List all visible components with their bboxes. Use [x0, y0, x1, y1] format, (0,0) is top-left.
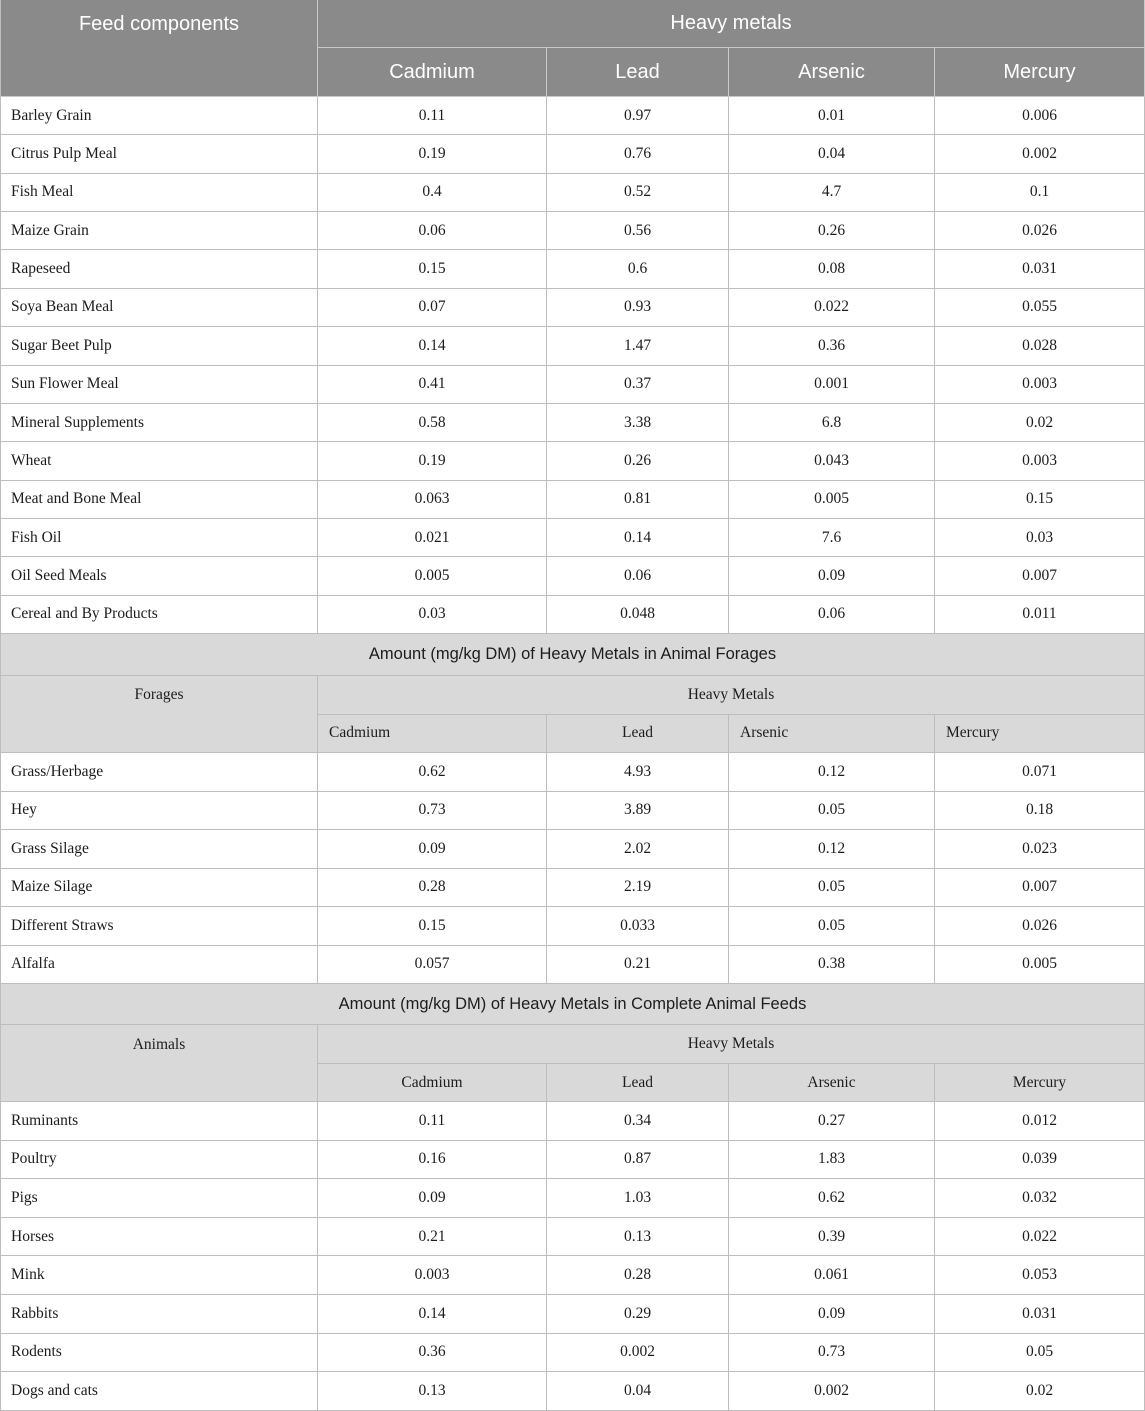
animal-name: Pigs [1, 1179, 318, 1218]
table-row [1, 1372, 1145, 1411]
feed-component-name: Rapeseed [1, 250, 318, 288]
arsenic-value: 0.39 [729, 1218, 935, 1257]
arsenic-value: 0.26 [729, 212, 935, 250]
lead-value: 0.52 [547, 174, 729, 212]
feed-component-name: Citrus Pulp Meal [1, 135, 318, 173]
complete-feeds-heavy-metals-group [318, 1025, 1145, 1102]
arsenic-value: 0.27 [729, 1102, 935, 1141]
arsenic-value: 0.002 [729, 1372, 935, 1411]
lead-value: 0.21 [547, 946, 729, 985]
lead-value: 0.28 [547, 1256, 729, 1295]
cadmium-value: 0.14 [318, 327, 547, 365]
lead-value: 0.002 [547, 1334, 729, 1373]
forages-header-cadmium: Cadmium [318, 715, 547, 754]
animal-name: Horses [1, 1218, 318, 1257]
animal-name: Dogs and cats [1, 1372, 318, 1411]
table-row [1, 174, 1145, 212]
lead-value: 3.38 [547, 404, 729, 442]
lead-value: 4.93 [547, 753, 729, 792]
arsenic-value: 0.05 [729, 792, 935, 831]
mercury-value: 0.032 [935, 1179, 1145, 1218]
forages-header-mercury: Mercury [935, 715, 1145, 754]
cadmium-value: 0.03 [318, 596, 547, 634]
table-row [1, 212, 1145, 250]
mercury-value: 0.006 [935, 97, 1145, 135]
table-row [1, 792, 1145, 831]
lead-value: 2.19 [547, 869, 729, 908]
header-animals-label: Animals [132, 1035, 186, 1053]
arsenic-value: 1.83 [729, 1141, 935, 1180]
cadmium-value: 0.11 [318, 97, 547, 135]
feed-component-name: Cereal and By Products [1, 596, 318, 634]
arsenic-value: 0.36 [729, 327, 935, 365]
feed-component-name: Wheat [1, 442, 318, 480]
forage-name: Maize Silage [1, 869, 318, 908]
arsenic-value: 0.04 [729, 135, 935, 173]
table-row [1, 596, 1145, 634]
complete-feeds-header-heavy-metals: Heavy Metals [318, 1025, 1145, 1064]
table-row [1, 907, 1145, 946]
forages-header-lead: Lead [547, 715, 729, 754]
table-row [1, 1102, 1145, 1141]
lead-value: 1.47 [547, 327, 729, 365]
mercury-value: 0.071 [935, 753, 1145, 792]
animal-name: Mink [1, 1256, 318, 1295]
table-row [1, 1295, 1145, 1334]
header-lead: Lead [547, 48, 729, 97]
mercury-value: 0.031 [935, 1295, 1145, 1334]
lead-value: 0.87 [547, 1141, 729, 1180]
table-header [1, 0, 1145, 97]
table-row [1, 404, 1145, 442]
cadmium-value: 0.021 [318, 519, 547, 557]
mercury-value: 0.012 [935, 1102, 1145, 1141]
cadmium-value: 0.14 [318, 1295, 547, 1334]
arsenic-value: 0.38 [729, 946, 935, 985]
table-row [1, 869, 1145, 908]
mercury-value: 0.03 [935, 519, 1145, 557]
feed-component-name: Fish Oil [1, 519, 318, 557]
header-forages-label: Forages [134, 686, 184, 704]
arsenic-value: 0.01 [729, 97, 935, 135]
cadmium-value: 0.28 [318, 869, 547, 908]
forages-header-column-row [318, 715, 1145, 754]
forage-name: Grass Silage [1, 830, 318, 869]
forages-header-arsenic: Arsenic [729, 715, 935, 754]
mercury-value: 0.023 [935, 830, 1145, 869]
cadmium-value: 0.16 [318, 1141, 547, 1180]
mercury-value: 0.053 [935, 1256, 1145, 1295]
lead-value: 0.81 [547, 481, 729, 519]
arsenic-value: 0.001 [729, 366, 935, 404]
cadmium-value: 0.09 [318, 1179, 547, 1218]
complete-feeds-header [1, 1025, 1145, 1102]
cadmium-value: 0.15 [318, 250, 547, 288]
header-cadmium: Cadmium [318, 48, 547, 97]
forage-name: Different Straws [1, 907, 318, 946]
animal-name: Rodents [1, 1334, 318, 1373]
lead-value: 0.14 [547, 519, 729, 557]
lead-value: 0.048 [547, 596, 729, 634]
feed-component-name: Meat and Bone Meal [1, 481, 318, 519]
table-row [1, 1179, 1145, 1218]
arsenic-value: 6.8 [729, 404, 935, 442]
feed-component-name: Maize Grain [1, 212, 318, 250]
header-arsenic: Arsenic [729, 48, 935, 97]
lead-value: 0.34 [547, 1102, 729, 1141]
cadmium-value: 0.58 [318, 404, 547, 442]
lead-value: 0.37 [547, 366, 729, 404]
lead-value: 0.97 [547, 97, 729, 135]
mercury-value: 0.003 [935, 366, 1145, 404]
lead-value: 0.93 [547, 289, 729, 327]
cadmium-value: 0.005 [318, 557, 547, 595]
table-row [1, 1141, 1145, 1180]
mercury-value: 0.002 [935, 135, 1145, 173]
lead-value: 2.02 [547, 830, 729, 869]
animal-name: Rabbits [1, 1295, 318, 1334]
mercury-value: 0.003 [935, 442, 1145, 480]
table-row [1, 519, 1145, 557]
cadmium-value: 0.09 [318, 830, 547, 869]
mercury-value: 0.028 [935, 327, 1145, 365]
mercury-value: 0.15 [935, 481, 1145, 519]
forages-header [1, 676, 1145, 753]
arsenic-value: 0.043 [729, 442, 935, 480]
mercury-value: 0.026 [935, 212, 1145, 250]
cadmium-value: 0.4 [318, 174, 547, 212]
forages-heavy-metals-group [318, 676, 1145, 753]
arsenic-value: 0.022 [729, 289, 935, 327]
table-row [1, 481, 1145, 519]
lead-value: 0.04 [547, 1372, 729, 1411]
feed-component-name: Mineral Supplements [1, 404, 318, 442]
cadmium-value: 0.73 [318, 792, 547, 831]
table-row [1, 946, 1145, 985]
cadmium-value: 0.11 [318, 1102, 547, 1141]
mercury-value: 0.1 [935, 174, 1145, 212]
table-row [1, 1334, 1145, 1373]
complete-feeds-header-lead: Lead [547, 1064, 729, 1102]
cadmium-value: 0.07 [318, 289, 547, 327]
mercury-value: 0.18 [935, 792, 1145, 831]
mercury-value: 0.039 [935, 1141, 1145, 1180]
header-feed-components-label: Feed components [78, 12, 240, 35]
table-row [1, 97, 1145, 135]
complete-feeds-header-mercury: Mercury [935, 1064, 1145, 1102]
mercury-value: 0.02 [935, 404, 1145, 442]
feed-component-name: Fish Meal [1, 174, 318, 212]
complete-feeds-section-title: Amount (mg/kg DM) of Heavy Metals in Complete Animal Feeds [1, 984, 1145, 1025]
cadmium-value: 0.62 [318, 753, 547, 792]
arsenic-value: 0.09 [729, 557, 935, 595]
table-row [1, 753, 1145, 792]
arsenic-value: 0.09 [729, 1295, 935, 1334]
table-row [1, 557, 1145, 595]
arsenic-value: 0.12 [729, 830, 935, 869]
lead-value: 0.033 [547, 907, 729, 946]
mercury-value: 0.055 [935, 289, 1145, 327]
cadmium-value: 0.36 [318, 1334, 547, 1373]
arsenic-value: 0.005 [729, 481, 935, 519]
cadmium-value: 0.057 [318, 946, 547, 985]
lead-value: 0.06 [547, 557, 729, 595]
arsenic-value: 0.08 [729, 250, 935, 288]
header-heavy-metals-group [318, 0, 1145, 97]
cadmium-value: 0.003 [318, 1256, 547, 1295]
complete-feeds-header-cadmium: Cadmium [318, 1064, 547, 1102]
table-row [1, 327, 1145, 365]
mercury-value: 0.05 [935, 1334, 1145, 1373]
cadmium-value: 0.13 [318, 1372, 547, 1411]
lead-value: 0.26 [547, 442, 729, 480]
cadmium-value: 0.19 [318, 442, 547, 480]
forage-name: Grass/Herbage [1, 753, 318, 792]
mercury-value: 0.022 [935, 1218, 1145, 1257]
feed-component-name: Sun Flower Meal [1, 366, 318, 404]
header-animals [1, 1025, 318, 1102]
table-row [1, 289, 1145, 327]
lead-value: 1.03 [547, 1179, 729, 1218]
feed-component-name: Sugar Beet Pulp [1, 327, 318, 365]
lead-value: 0.13 [547, 1218, 729, 1257]
arsenic-value: 7.6 [729, 519, 935, 557]
cadmium-value: 0.41 [318, 366, 547, 404]
arsenic-value: 0.05 [729, 907, 935, 946]
table-row [1, 250, 1145, 288]
header-heavy-metals: Heavy metals [318, 0, 1145, 48]
header-feed-components [1, 0, 318, 97]
complete-feeds-header-arsenic: Arsenic [729, 1064, 935, 1102]
table-row [1, 442, 1145, 480]
forages-section-title: Amount (mg/kg DM) of Heavy Metals in Animal Forages [1, 634, 1145, 676]
cadmium-value: 0.06 [318, 212, 547, 250]
arsenic-value: 4.7 [729, 174, 935, 212]
table-row [1, 1218, 1145, 1257]
lead-value: 3.89 [547, 792, 729, 831]
table-row [1, 366, 1145, 404]
table-row [1, 135, 1145, 173]
complete-feeds-header-column-row [318, 1064, 1145, 1102]
header-mercury: Mercury [935, 48, 1145, 97]
lead-value: 0.76 [547, 135, 729, 173]
arsenic-value: 0.73 [729, 1334, 935, 1373]
mercury-value: 0.007 [935, 557, 1145, 595]
lead-value: 0.56 [547, 212, 729, 250]
feed-component-name: Oil Seed Meals [1, 557, 318, 595]
forage-name: Alfalfa [1, 946, 318, 985]
mercury-value: 0.031 [935, 250, 1145, 288]
mercury-value: 0.007 [935, 869, 1145, 908]
animal-name: Ruminants [1, 1102, 318, 1141]
cadmium-value: 0.19 [318, 135, 547, 173]
header-column-row [318, 48, 1145, 97]
lead-value: 0.29 [547, 1295, 729, 1334]
mercury-value: 0.02 [935, 1372, 1145, 1411]
forages-header-heavy-metals: Heavy Metals [318, 676, 1145, 715]
mercury-value: 0.005 [935, 946, 1145, 985]
cadmium-value: 0.15 [318, 907, 547, 946]
cadmium-value: 0.063 [318, 481, 547, 519]
table-row [1, 1256, 1145, 1295]
animal-name: Poultry [1, 1141, 318, 1180]
mercury-value: 0.011 [935, 596, 1145, 634]
arsenic-value: 0.62 [729, 1179, 935, 1218]
mercury-value: 0.026 [935, 907, 1145, 946]
forage-name: Hey [1, 792, 318, 831]
feed-component-name: Barley Grain [1, 97, 318, 135]
cadmium-value: 0.21 [318, 1218, 547, 1257]
arsenic-value: 0.05 [729, 869, 935, 908]
arsenic-value: 0.061 [729, 1256, 935, 1295]
table-row [1, 830, 1145, 869]
arsenic-value: 0.12 [729, 753, 935, 792]
header-forages [1, 676, 318, 753]
lead-value: 0.6 [547, 250, 729, 288]
feed-component-name: Soya Bean Meal [1, 289, 318, 327]
arsenic-value: 0.06 [729, 596, 935, 634]
